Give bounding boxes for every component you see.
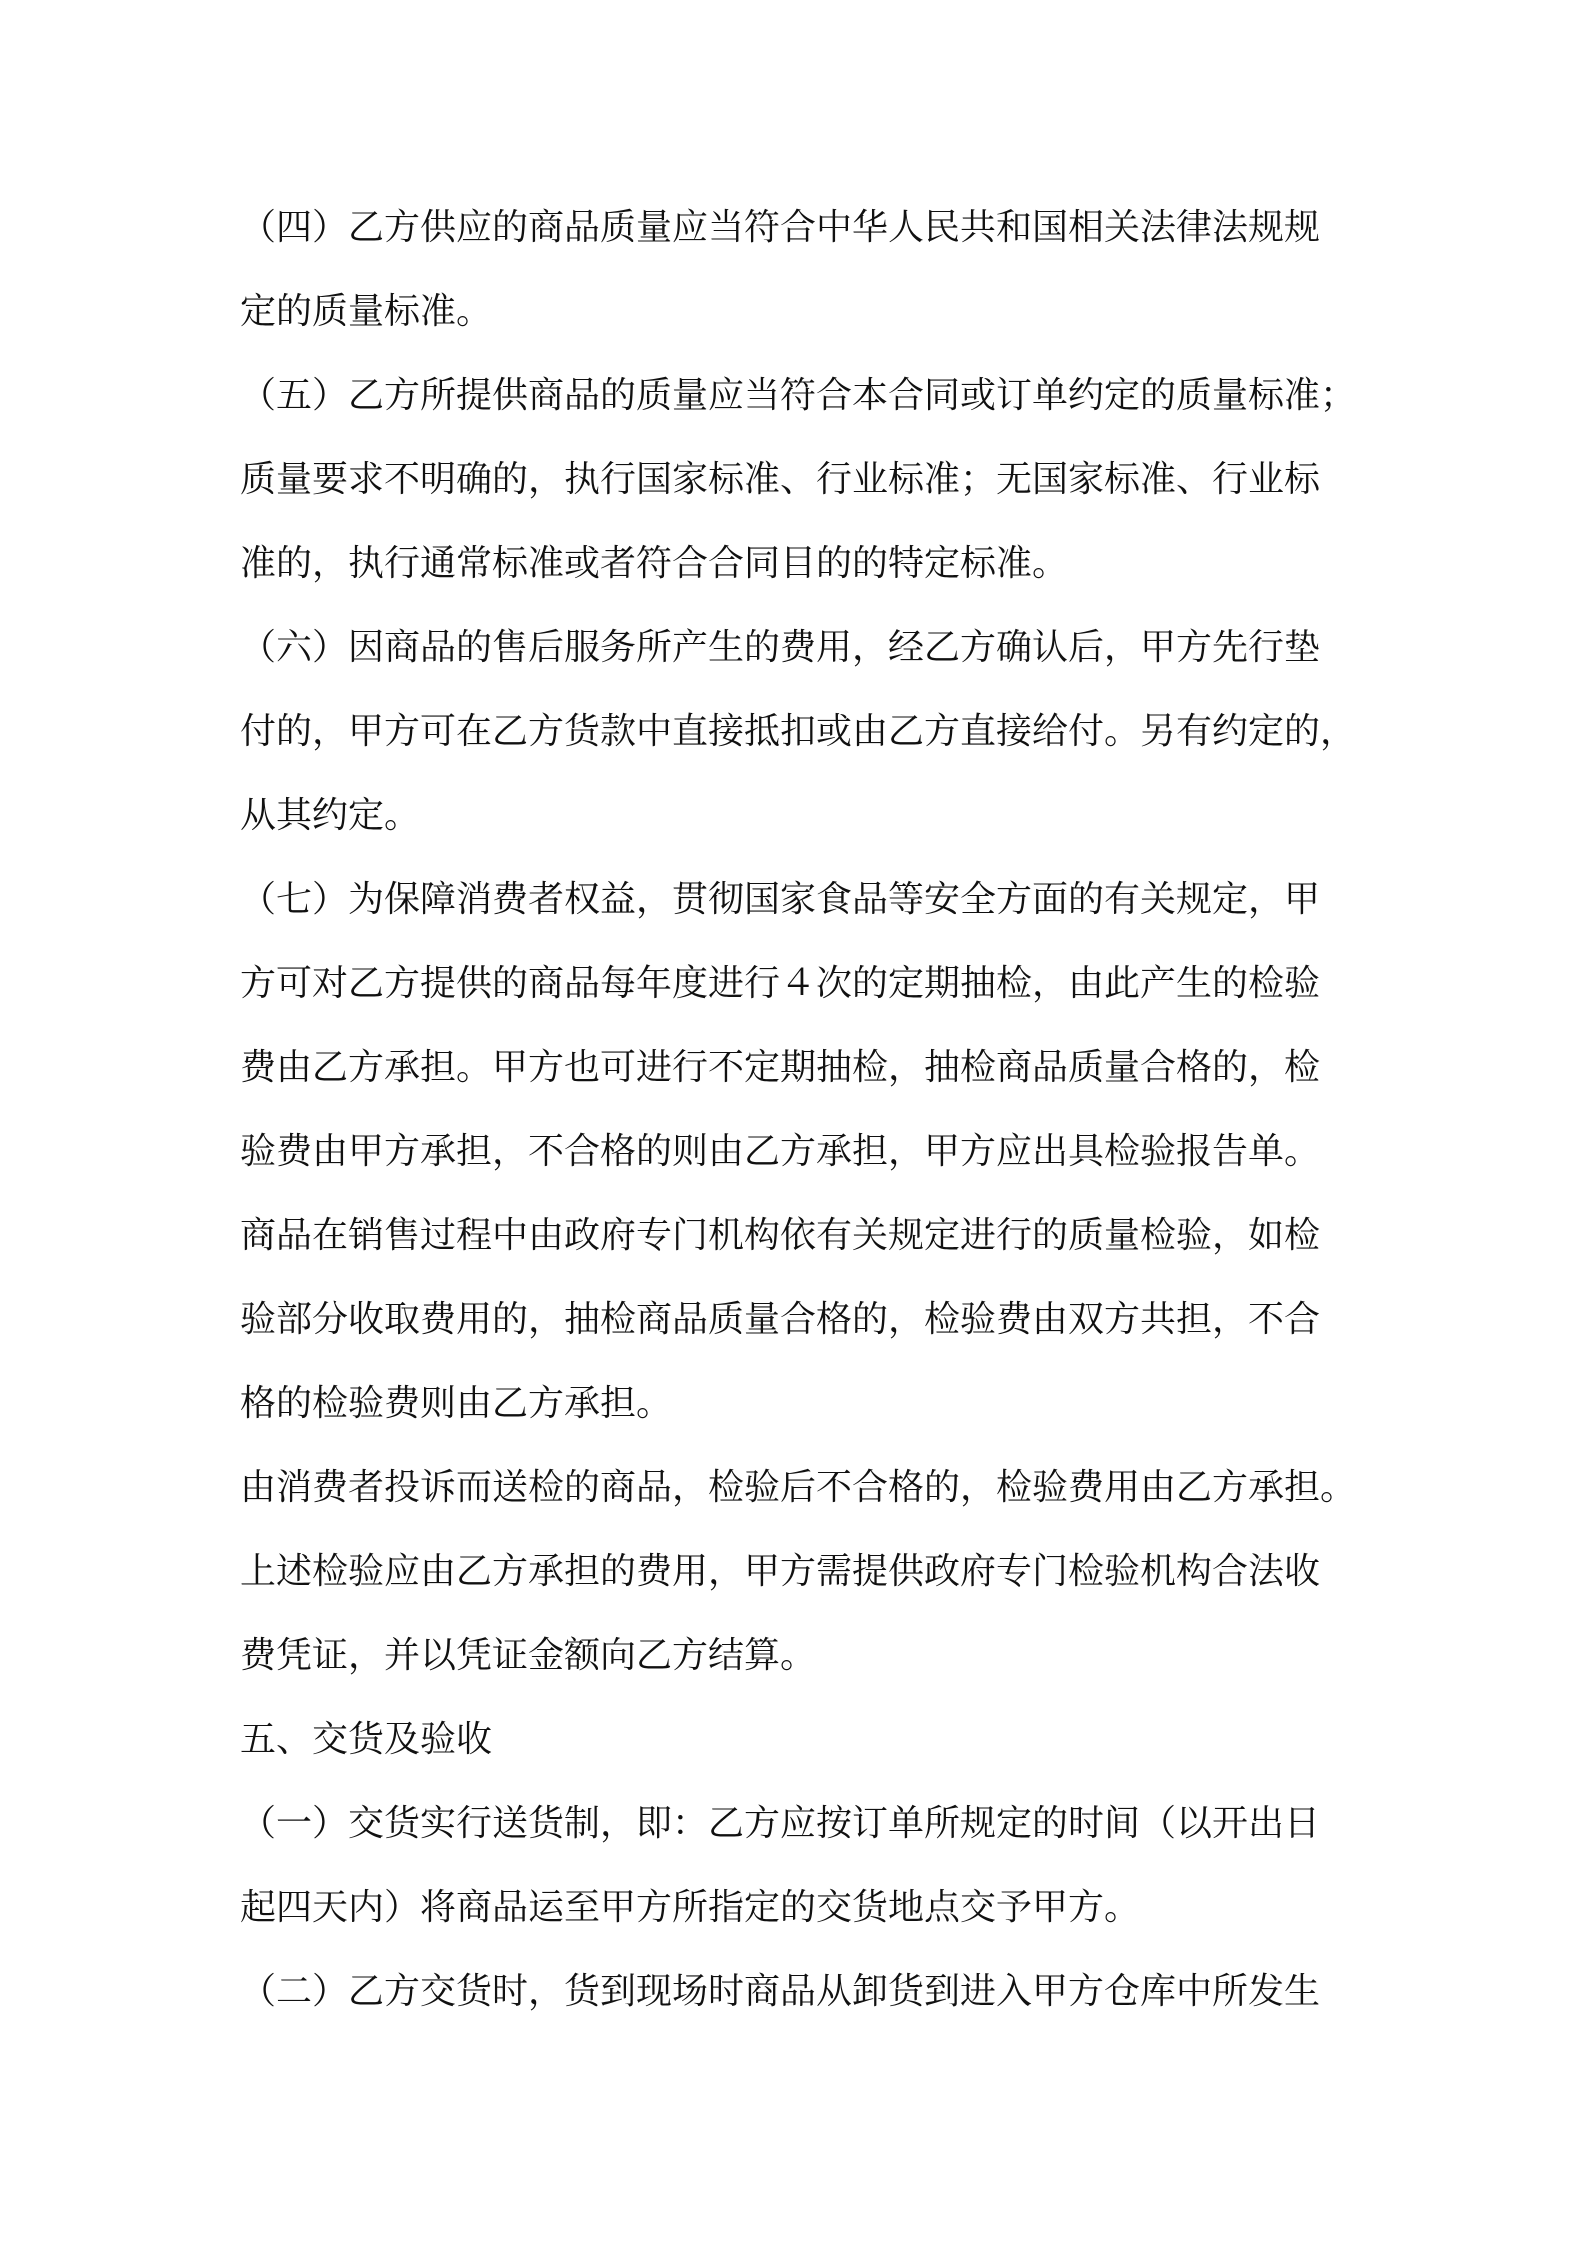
text-line: （一）交货实行送货制，即：乙方应按订单所规定的时间（以开出日 [240, 1803, 1321, 1844]
text-line: 准的，执行通常标准或者符合合同目的的特定标准。 [240, 543, 1069, 584]
text-line: 格的检验费则由乙方承担。 [240, 1383, 673, 1424]
text-line: 验费由甲方承担，不合格的则由乙方承担，甲方应出具检验报告单。 [240, 1131, 1321, 1172]
text-line: （七）为保障消费者权益，贯彻国家食品等安全方面的有关规定，甲 [240, 879, 1321, 920]
text-line: 质量要求不明确的，执行国家标准、行业标准；无国家标准、行业标 [240, 459, 1321, 500]
text-line: 从其约定。 [240, 795, 421, 836]
text-line: （六）因商品的售后服务所产生的费用，经乙方确认后，甲方先行垫 [240, 627, 1321, 668]
text-line: 费由乙方承担。甲方也可进行不定期抽检，抽检商品质量合格的，检 [240, 1047, 1321, 1088]
text-line: 起四天内）将商品运至甲方所指定的交货地点交予甲方。 [240, 1887, 1141, 1928]
section-heading: 五、交货及验收 [240, 1719, 493, 1760]
text-line: 商品在销售过程中由政府专门机构依有关规定进行的质量检验，如检 [240, 1215, 1321, 1256]
text-line: 验部分收取费用的，抽检商品质量合格的，检验费由双方共担，不合 [240, 1299, 1321, 1340]
text-line: 费凭证，并以凭证金额向乙方结算。 [240, 1635, 817, 1676]
text-line: 上述检验应由乙方承担的费用，甲方需提供政府专门检验机构合法收 [240, 1551, 1321, 1592]
text-line: （二）乙方交货时，货到现场时商品从卸货到进入甲方仓库中所发生 [240, 1971, 1321, 2012]
text-line: 定的质量标准。 [240, 291, 493, 332]
text-line: 付的，甲方可在乙方货款中直接抵扣或由乙方直接给付。另有约定的， [240, 711, 1357, 752]
text-line: （四）乙方供应的商品质量应当符合中华人民共和国相关法律法规规 [240, 207, 1321, 248]
text-line: 由消费者投诉而送检的商品，检验后不合格的，检验费用由乙方承担。 [240, 1467, 1357, 1508]
text-line: 方可对乙方提供的商品每年度进行４次的定期抽检，由此产生的检验 [240, 963, 1321, 1004]
text-line: （五）乙方所提供商品的质量应当符合本合同或订单约定的质量标准； [240, 375, 1357, 416]
